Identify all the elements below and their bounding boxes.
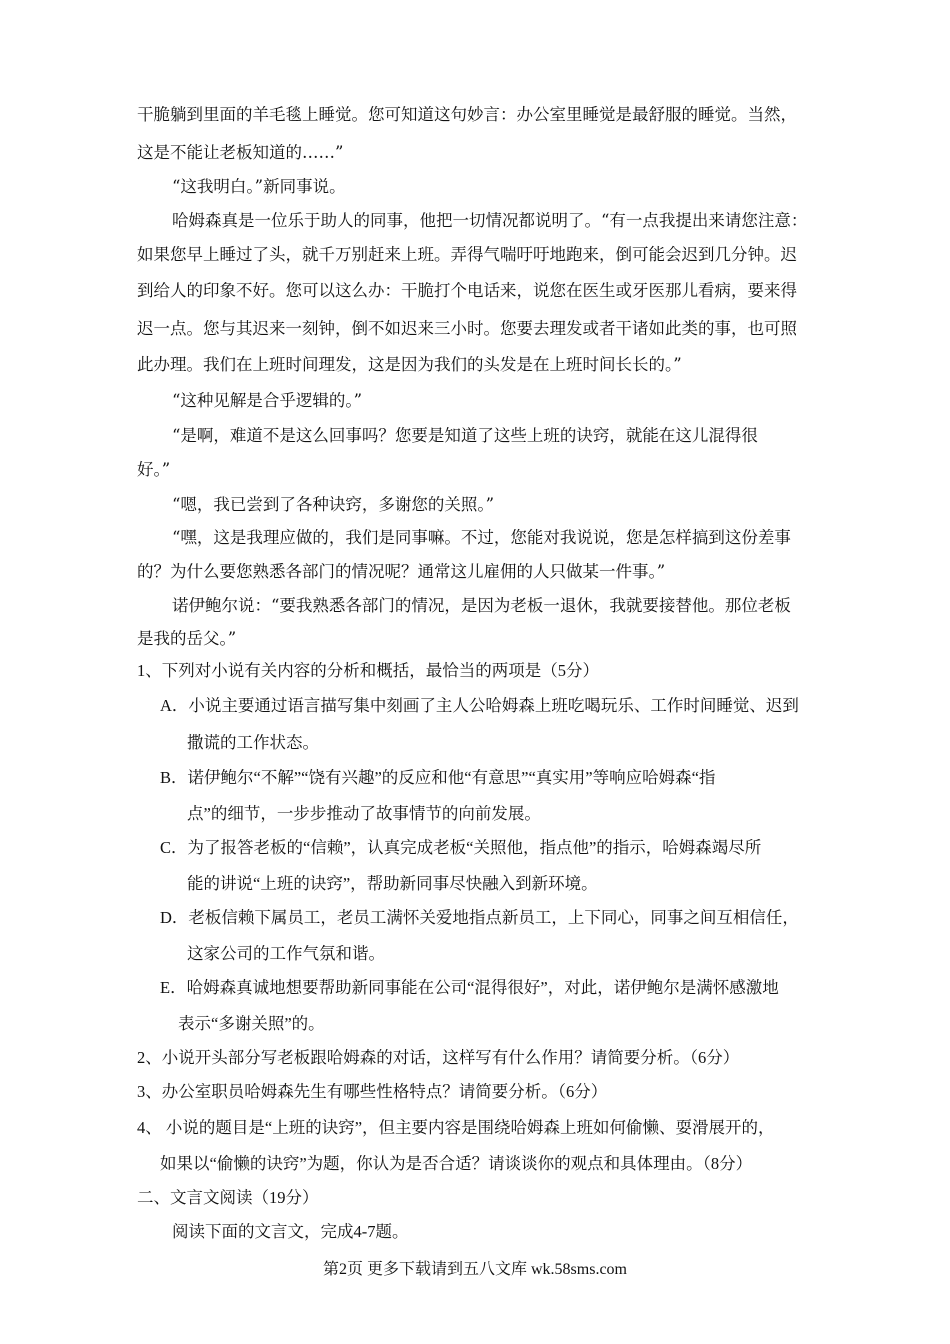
option-a: A．小说主要通过语言描写集中刻画了主人公哈姆森上班吃喝玩乐、工作时间睡觉、迟到 (160, 696, 799, 715)
question-3: 3、办公室职员哈姆森先生有哪些性格特点？请简要分析。（6分） (137, 1082, 608, 1101)
passage-line: “是啊，难道不是这么回事吗？您要是知道了这些上班的诀窍，就能在这儿混得很 (172, 426, 758, 445)
option-d-cont: 这家公司的工作气氛和谐。 (187, 944, 385, 963)
passage-line: 这是不能让老板知道的……” (137, 143, 344, 162)
option-a-cont: 撒谎的工作状态。 (187, 733, 319, 752)
passage-line: 的？为什么要您熟悉各部门的情况呢？通常这儿雇佣的人只做某一件事。” (137, 562, 666, 581)
option-e-cont: 表示“多谢关照”的。 (178, 1014, 325, 1033)
option-b-cont: 点”的细节，一步步推动了故事情节的向前发展。 (187, 804, 541, 823)
passage-line: 好。” (137, 460, 171, 479)
passage-line: “这我明白。”新同事说。 (172, 177, 346, 196)
section-heading: 二、文言文阅读（19分） (137, 1188, 319, 1207)
section-instruction: 阅读下面的文言文，完成4-7题。 (172, 1222, 409, 1241)
question-4-cont: 如果以“偷懒的诀窍”为题，你认为是否合适？请谈谈你的观点和具体理由。（8分） (160, 1154, 753, 1173)
passage-line: “嗯，我已尝到了各种诀窍，多谢您的关照。” (172, 495, 495, 514)
option-c: C．为了报答老板的“信赖”，认真完成老板“关照他，指点他”的指示，哈姆森竭尽所 (160, 838, 762, 857)
passage-line: “这种见解是合乎逻辑的。” (172, 391, 363, 410)
passage-line: 哈姆森真是一位乐于助人的同事，他把一切情况都说明了。“有一点我提出来请您注意： (172, 211, 808, 230)
question-2: 2、小说开头部分写老板跟哈姆森的对话，这样写有什么作用？请简要分析。（6分） (137, 1048, 740, 1067)
passage-line: 如果您早上睡过了头，就千万别赶来上班。弄得气喘吁吁地跑来，倒可能会迟到几分钟。迟 (137, 245, 797, 264)
passage-line: 此办理。我们在上班时间理发，这是因为我们的头发是在上班时间长长的。” (137, 355, 682, 374)
option-b: B．诺伊鲍尔“不解”“饶有兴趣”的反应和他“有意思”“真实用”等响应哈姆森“指 (160, 768, 716, 787)
question-1: 1、下列对小说有关内容的分析和概括，最恰当的两项是（5分） (137, 661, 599, 680)
page-footer: 第2页 更多下载请到五八文库 wk.58sms.com (322, 1261, 627, 1278)
passage-line: 到给人的印象不好。您可以这么办：干脆打个电话来，说您在医生或牙医那儿看病，要来得 (137, 281, 797, 300)
option-d: D．老板信赖下属员工，老员工满怀关爱地指点新员工，上下同心，同事之间互相信任， (160, 908, 799, 927)
passage-line: “嘿，这是我理应做的，我们是同事嘛。不过，您能对我说说，您是怎样搞到这份差事 (172, 528, 791, 547)
passage-line: 迟一点。您与其迟来一刻钟，倒不如迟来三小时。您要去理发或者干诸如此类的事，也可照 (137, 319, 797, 338)
passage-line: 诺伊鲍尔说：“要我熟悉各部门的情况，是因为老板一退休，我就要接替他。那位老板 (172, 596, 791, 615)
passage-line: 干脆躺到里面的羊毛毯上睡觉。您可知道这句妙言：办公室里睡觉是最舒服的睡觉。当然， (137, 105, 797, 124)
option-c-cont: 能的讲说“上班的诀窍”，帮助新同事尽快融入到新环境。 (187, 874, 598, 893)
passage-line: 是我的岳父。” (137, 629, 237, 648)
option-e: E．哈姆森真诚地想要帮助新同事能在公司“混得很好”，对此，诺伊鲍尔是满怀感激地 (160, 978, 779, 997)
question-4: 4、 小说的题目是“上班的诀窍”，但主要内容是围绕哈姆森上班如何偷懒、耍滑展开的， (137, 1118, 775, 1137)
